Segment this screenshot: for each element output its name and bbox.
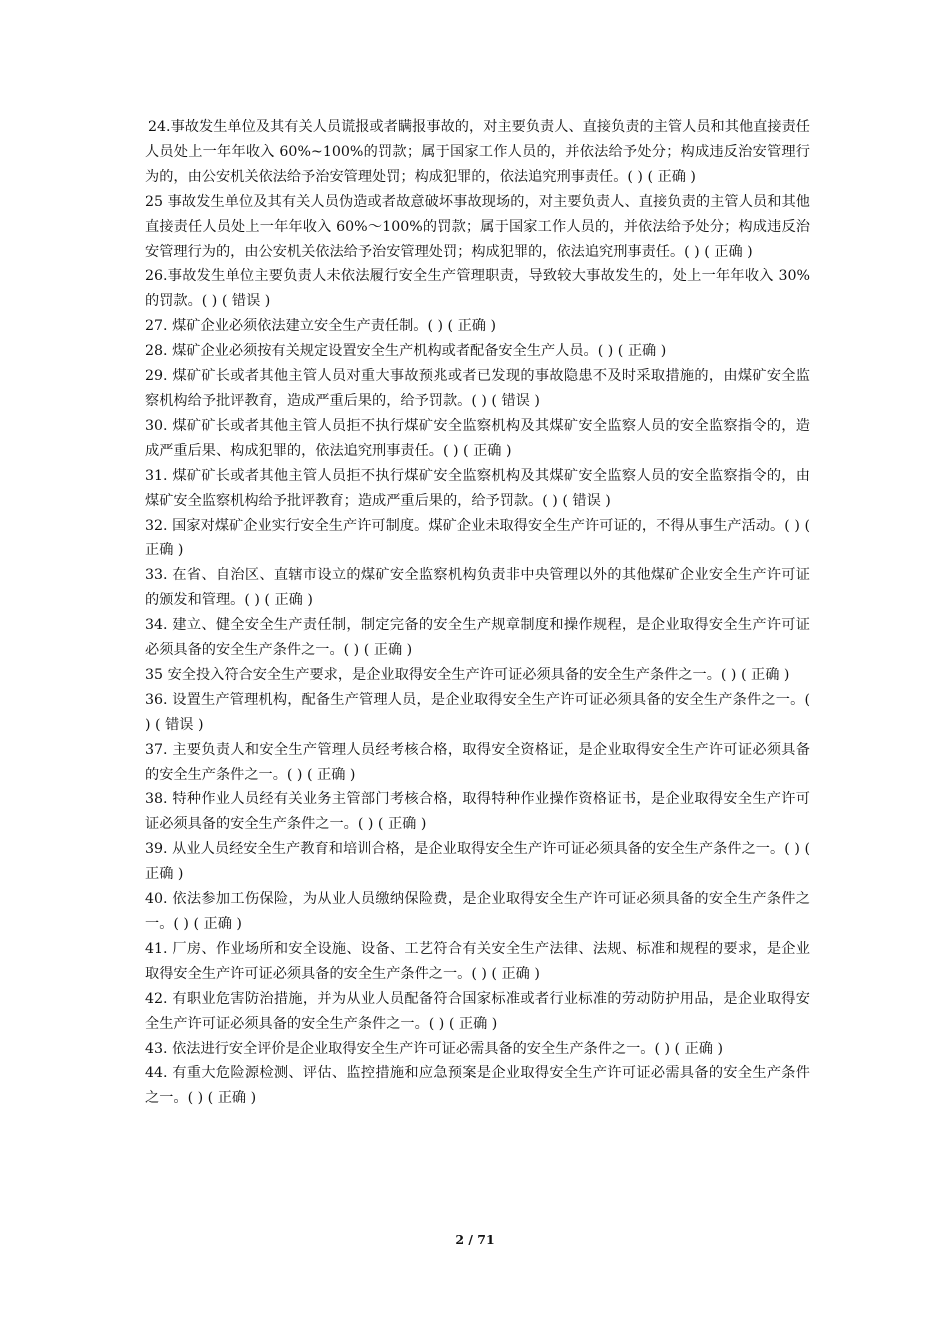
question-item-32: 32. 国家对煤矿企业实行安全生产许可制度。煤矿企业未取得安全生产许可证的，不得从事生产活动。( ) ( 正确 ) [145, 517, 810, 559]
question-item-26: 26.事故发生单位主要负责人未依法履行安全生产管理职责，导致较大事故发生的，处上一年年收入 30%的罚款。( ) ( 错误 ) [145, 268, 810, 310]
question-item-38: 38. 特种作业人员经有关业务主管部门考核合格，取得特种作业操作资格证书，是企业取得安全生产许可证必须具备的安全生产条件之一。( ) ( 正确 ) [145, 791, 810, 833]
question-item-34: 34. 建立、健全安全生产责任制，制定完备的安全生产规章制度和操作规程，是企业取得安全生产许可证必须具备的安全生产条件之一。( ) ( 正确 ) [145, 617, 810, 659]
question-item-33: 33. 在省、自治区、直辖市设立的煤矿安全监察机构负责非中央管理以外的其他煤矿企业安全生产许可证的颁发和管理。( ) ( 正确 ) [145, 567, 810, 609]
question-item-42: 42. 有职业危害防治措施，并为从业人员配备符合国家标准或者行业标准的劳动防护用品，是企业取得安全生产许可证必须具备的安全生产条件之一。( ) ( 正确 ) [145, 990, 810, 1032]
question-item-44: 44. 有重大危险源检测、评估、监控措施和应急预案是企业取得安全生产许可证必需具备的安全生产条件之一。( ) ( 正确 ) [145, 1065, 810, 1107]
question-item-27: 27. 煤矿企业必须依法建立安全生产责任制。( ) ( 正确 ) [145, 318, 497, 335]
question-item-30: 30. 煤矿矿长或者其他主管人员拒不执行煤矿安全监察机构及其煤矿安全监察人员的安全监察指令的，造成严重后果、构成犯罪的，依法追究刑事责任。( ) ( 正确 ) [145, 417, 810, 459]
question-item-35: 35 安全投入符合安全生产要求，是企业取得安全生产许可证必须具备的安全生产条件之一。( ) ( 正确 ) [145, 666, 790, 683]
question-list [145, 115, 810, 1111]
page-number: 2 / 71 [455, 1232, 495, 1247]
question-item-39: 39. 从业人员经安全生产教育和培训合格，是企业取得安全生产许可证必须具备的安全生产条件之一。( ) ( 正确 ) [145, 841, 810, 883]
question-item-37: 37. 主要负责人和安全生产管理人员经考核合格，取得安全资格证，是企业取得安全生产许可证必须具备的安全生产条件之一。( ) ( 正确 ) [145, 741, 810, 783]
question-item-40: 40. 依法参加工伤保险，为从业人员缴纳保险费，是企业取得安全生产许可证必须具备的安全生产条件之一。( ) ( 正确 ) [145, 891, 810, 932]
question-item-29: 29. 煤矿矿长或者其他主管人员对重大事故预兆或者已发现的事故隐患不及时采取措施的，由煤矿安全监察机构给予批评教育，造成严重后果的，给予罚款。( ) ( 错误 ) [145, 368, 810, 409]
question-item-31: 31. 煤矿矿长或者其他主管人员拒不执行煤矿安全监察机构及其煤矿安全监察人员的安全监察指令的，由煤矿安全监察机构给予批评教育；造成严重后果的，给予罚款。( ) ( 错误 ) [145, 467, 810, 509]
question-item-28: 28. 煤矿企业必须按有关规定设置安全生产机构或者配备安全生产人员。( ) ( 正确 ) [145, 343, 667, 360]
question-item-36: 36. 设置生产管理机构，配备生产管理人员，是企业取得安全生产许可证必须具备的安全生产条件之一。( ) ( 错误 ) [145, 691, 810, 733]
question-item-41: 41. 厂房、作业场所和安全设施、设备、工艺符合有关安全生产法律、法规、标准和规程的要求，是企业取得安全生产许可证必须具备的安全生产条件之一。( ) ( 正确 ) [145, 940, 810, 982]
question-item-25: 25 事故发生单位及其有关人员伪造或者故意破坏事故现场的，对主要负责人、直接负责的主管人员和其他直接责任人员处上一年年收入 60%～100%的罚款；属于国家工作人员的，并依法给予处分；构成违反治安管理行为的，由公安机关依法给予治安管理处罚；构成犯罪的，依法追究刑事责任。( ) ( 正确 ) [145, 193, 810, 260]
question-item-43: 43. 依法进行安全评价是企业取得安全生产许可证必需具备的安全生产条件之一。( ) ( 正确 ) [145, 1040, 724, 1057]
question-item-24: 24.事故发生单位及其有关人员谎报或者瞒报事故的，对主要负责人、直接负责的主管人员和其他直接责任人员处上一年年收入 60%~100%的罚款；属于国家工作人员的，并依法给予处分；构成违反治安管理行为的，由公安机关依法给予治安管理处罚；构成犯罪的，依法追究刑事责任。( ) ( 正确 ) [145, 119, 810, 185]
